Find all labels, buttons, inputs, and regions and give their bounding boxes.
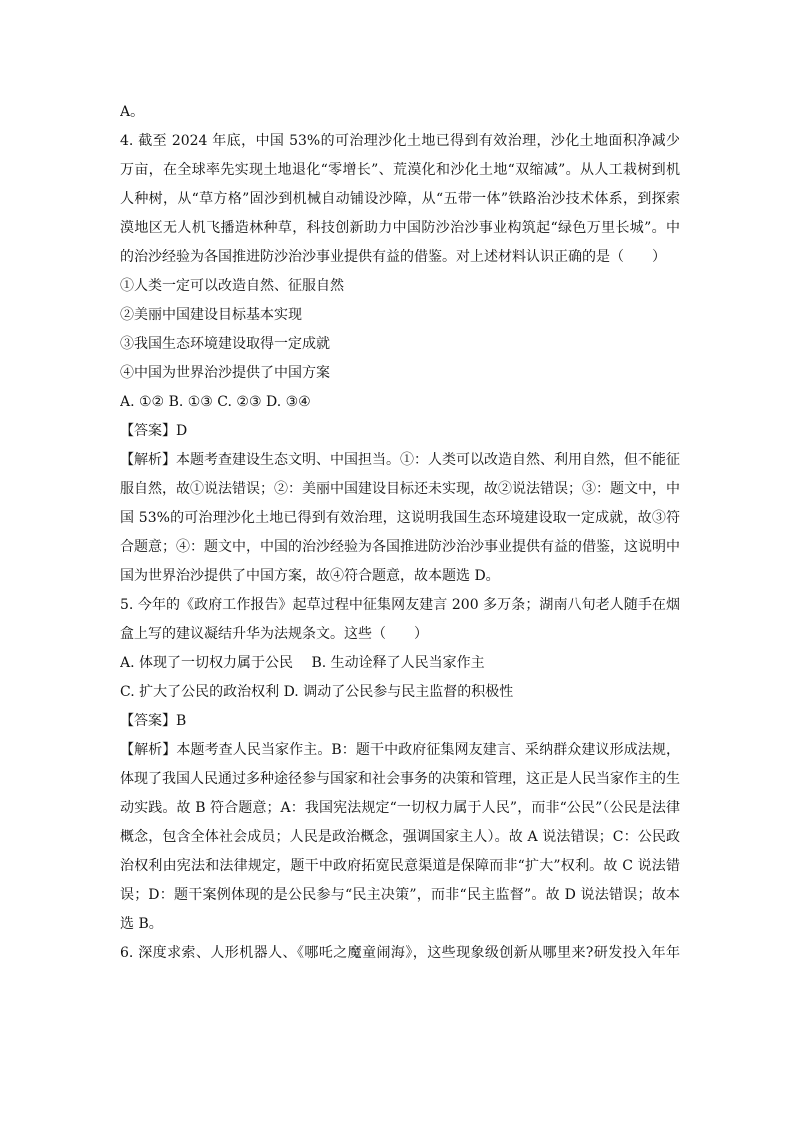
question-5-analysis: 误；D：题干案例体现的是公民参与“民主决策”，而非“民主监督”。故 D 说法错误；故本 bbox=[120, 887, 680, 903]
question-4-answer: 【答案】D bbox=[120, 423, 188, 439]
question-4-text: 漠地区无人机飞播造林种草，科技创新助力中国防沙治沙事业构筑起“绿色万里长城”。中 bbox=[120, 220, 680, 236]
question-5-text: 盒上写的建议凝结升华为法规条文。这些（ ） bbox=[120, 626, 428, 642]
question-4-analysis: 国 53%的可治理沙化土地已得到有效治理，这说明我国生态环境建设取一定成就，故③符 bbox=[120, 510, 680, 526]
question-5-options: A. 体现了一切权力属于公民 B. 生动诠释了人民当家作主 bbox=[120, 655, 485, 671]
question-4-text: 的治沙经验为各国推进防沙治沙事业提供有益的借鉴。对上述材料认识正确的是（ ） bbox=[120, 249, 666, 265]
question-4-analysis: 国为世界治沙提供了中国方案，故④符合题意，故本题选 D。 bbox=[120, 568, 500, 584]
question-4-options: A. ①② B. ①③ C. ②③ D. ③④ bbox=[120, 394, 311, 410]
question-5-text: 5. 今年的《政府工作报告》起草过程中征集网友建言 200 多万条；湖南八旬老人随手在烟 bbox=[120, 597, 680, 613]
statement-2: ②美丽中国建设目标基本实现 bbox=[120, 307, 302, 323]
question-4-analysis: 服自然，故①说法错误；②：美丽中国建设目标还未实现，故②说法错误；③：题文中，中 bbox=[120, 481, 680, 497]
question-5-options: C. 扩大了公民的政治权利 D. 调动了公民参与民主监督的积极性 bbox=[120, 684, 514, 700]
text-line: A。 bbox=[120, 104, 145, 120]
question-5-analysis: 选 B。 bbox=[120, 916, 163, 932]
document-body bbox=[120, 98, 680, 968]
statement-1: ①人类一定可以改造自然、征服自然 bbox=[120, 278, 344, 294]
question-5-analysis: 概念，包含全体社会成员；人民是政治概念，强调国家主人）。故 A 说法错误；C：公民政 bbox=[120, 829, 680, 845]
question-5-answer: 【答案】B bbox=[120, 713, 187, 729]
question-4-text: 万亩，在全球率先实现土地退化“零增长”、荒漠化和沙化土地“双缩减”。从人工栽树到机 bbox=[120, 162, 680, 178]
question-4-analysis: 合题意；④：题文中，中国的治沙经验为各国推进防沙治沙事业提供有益的借鉴，这说明中 bbox=[120, 539, 680, 555]
question-4-analysis: 【解析】本题考查建设生态文明、中国担当。①：人类可以改造自然、利用自然，但不能征 bbox=[120, 452, 680, 468]
statement-4: ④中国为世界治沙提供了中国方案 bbox=[120, 365, 330, 381]
question-5-analysis: 动实践。故 B 符合题意；A：我国宪法规定“一切权力属于人民”，而非“公民”（公民是法律 bbox=[120, 800, 680, 816]
question-4-text: 人种树，从“草方格”固沙到机械自动铺设沙障，从“五带一体”铁路治沙技术体系，到探索 bbox=[120, 191, 680, 207]
question-6-text: 6. 深度求索、人形机器人、《哪吒之魔童闹海》，这些现象级创新从哪里来?研发投入年年 bbox=[120, 945, 680, 961]
question-5-analysis: 治权利由宪法和法律规定，题干中政府拓宽民意渠道是保障而非“扩大”权利。故 C 说法错 bbox=[120, 858, 680, 874]
statement-3: ③我国生态环境建设取得一定成就 bbox=[120, 336, 330, 352]
question-4-text: 4. 截至 2024 年底，中国 53%的可治理沙化土地已得到有效治理，沙化土地面积净减少 bbox=[120, 133, 680, 149]
question-5-analysis: 【解析】本题考查人民当家作主。B：题干中政府征集网友建言、采纳群众建议形成法规， bbox=[120, 742, 680, 758]
question-5-analysis: 体现了我国人民通过多种途径参与国家和社会事务的决策和管理，这正是人民当家作主的生 bbox=[120, 771, 680, 787]
